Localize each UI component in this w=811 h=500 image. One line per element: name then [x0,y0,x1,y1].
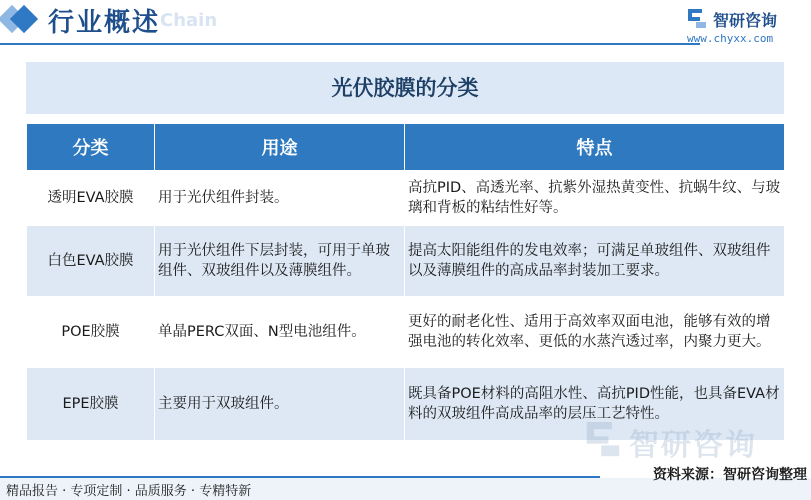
watermark-logo-icon [585,420,621,460]
table-header-row [27,124,785,171]
section-title: 行业概述 [48,8,161,38]
table-title-box [26,62,784,114]
cell-feature: 高抗PID、高透光率、抗紫外湿热黄变性、抗蜗牛纹、与玻璃和背板的粘结性好等。 [405,171,785,226]
table-title: 光伏胶膜的分类 [331,76,479,100]
cell-use: 用于光伏组件下层封装，可用于单玻组件、双玻组件以及薄膜组件。 [155,226,405,297]
header-divider [0,43,700,45]
watermark-text: 智研咨询 [629,428,757,463]
classification-table [26,123,785,441]
cell-category: 透明EVA胶膜 [27,171,155,226]
brand-logo [687,8,797,44]
cell-category: EPE胶膜 [27,368,155,441]
cell-use: 用于光伏组件封装。 [155,171,405,226]
source-note: 资料来源：智研咨询整理 [653,467,807,483]
watermark [585,420,795,464]
cell-use: 单晶PERC双面、N型电池组件。 [155,297,405,368]
cell-feature: 既具备POE材料的高阻水性、高抗PID性能，也具备EVA材料的双玻组件高成品率的层压工艺特性。 [405,368,785,441]
table-row [27,171,785,226]
footer-slogan: 精品报告 · 专项定制 · 品质服务 · 专精特新 [6,484,252,499]
table-row [27,226,785,297]
cell-category: 白色EVA胶膜 [27,226,155,297]
column-header-use: 用途 [155,124,405,171]
logo-name: 智研咨询 [713,11,778,30]
table-row [27,297,785,368]
page-header [0,0,811,44]
page-footer [0,467,811,500]
cell-feature: 更好的耐老化性、适用于高效率双面电池，能够有效的增强电池的转化效率、更低的水蒸汽透过率，内聚力更大。 [405,297,785,368]
logo-url: www.chyxx.com [687,32,774,45]
cell-feature: 提高太阳能组件的发电效率；可满足单玻组件、双玻组件以及薄膜组件的高成品率封装加工要求。 [405,226,785,297]
header-watermark: Chain [160,10,218,31]
logo-mark-icon [687,8,707,30]
cell-category: POE胶膜 [27,297,155,368]
cell-use: 主要用于双玻组件。 [155,368,405,441]
column-header-category: 分类 [27,124,155,171]
column-header-feature: 特点 [405,124,785,171]
footer-divider [0,476,600,478]
